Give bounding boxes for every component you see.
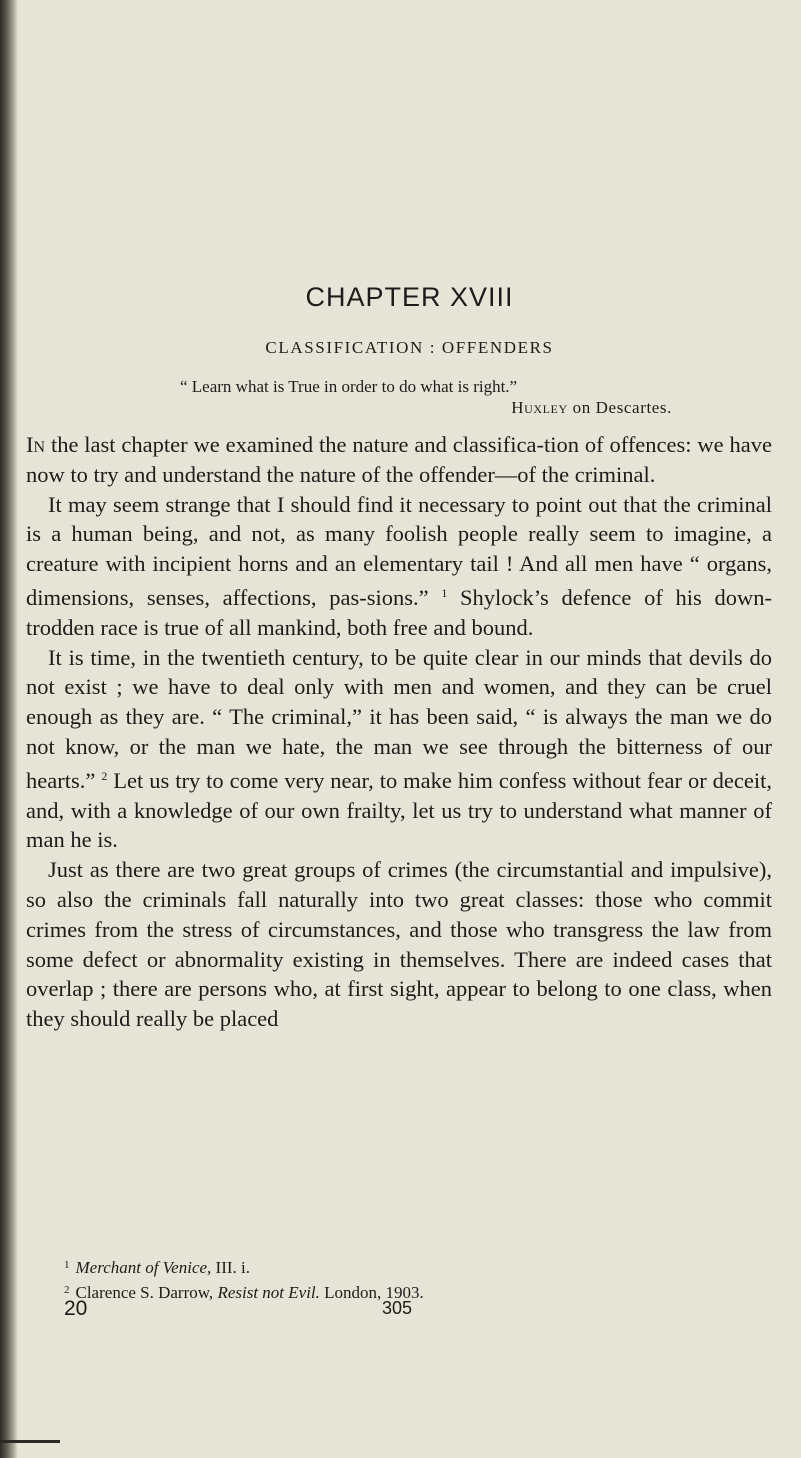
footnote-2-author: Clarence S. Darrow, <box>75 1283 218 1302</box>
epigraph-quote: “ Learn what is True in order to do what is right.” <box>180 377 518 396</box>
body-text <box>26 430 772 1034</box>
footnote-1-title: Merchant of Venice, <box>75 1258 212 1277</box>
epigraph-author: Huxley <box>511 398 568 417</box>
footnote-ref-2: 2 <box>101 768 108 783</box>
paragraph-3-text-a: It is time, in the twentieth century, to be quite clear in our minds that devils do not exist ; we have to deal only with men and women, and they can be cruel enough as they are. “ The criminal,” it has been said, “ is always the man we do not know, or the man we hate, the man we see through the bitterness of our hearts.” <box>26 644 772 793</box>
footnote-1 <box>64 1254 764 1279</box>
paragraph-2 <box>26 490 772 643</box>
section-title: CLASSIFICATION : OFFENDERS <box>265 338 554 357</box>
epigraph-attribution <box>300 397 672 418</box>
footnote-ref-1: 1 <box>441 585 448 600</box>
paragraph-2-text-a: It may seem strange that I should find it necessary to point out that the criminal is a human being, and not, as many foolish people really seem to imagine, a creature with incipient horns and an elementary tail ! And all men have “ organs, dimensions, senses, affections, pas-sions.” <box>26 491 772 610</box>
epigraph-source: on Descartes. <box>567 398 672 417</box>
paragraph-1-text: the last chapter we examined the nature and classifica-tion of offences: we have now to try and understand the nature of the offender—of the criminal. <box>26 432 772 487</box>
epigraph <box>180 376 672 418</box>
footnote-2-rest: London, 1903. <box>319 1283 424 1302</box>
footnote-2-mark: 2 <box>64 1284 70 1296</box>
footnote-2-title: Resist not Evil. <box>217 1283 320 1302</box>
paragraph-lead-word: In <box>26 432 46 457</box>
paragraph-1 <box>26 430 772 490</box>
page-number: 305 <box>382 1298 413 1318</box>
paragraph-4 <box>26 855 772 1034</box>
printer-signature: 20 <box>64 1297 88 1320</box>
footnote-1-rest: III. i. <box>211 1258 251 1277</box>
footnotes <box>64 1254 764 1304</box>
paragraph-4-text: Just as there are two great groups of crimes (the circumstantial and impulsive), so also the criminals fall naturally into two great classes: those who commit crimes from the stress of circumstances, and those who transgress the law from some defect or abnormality existing in themselves. There are indeed cases that overlap ; there are persons who, at first sight, appear to belong to one class, when they should really be placed <box>26 857 772 1032</box>
paragraph-2-text-b: Shylock’s defence of his down-trodden race is true of all mankind, both free and bound. <box>26 584 772 640</box>
paragraph-3 <box>26 643 772 856</box>
footnote-1-mark: 1 <box>64 1259 70 1271</box>
footnote-2 <box>64 1279 764 1304</box>
chapter-title: CHAPTER XVIII <box>305 282 514 312</box>
paragraph-3-text-b: Let us try to come very near, to make him confess without fear or deceit, and, with a knowledge of our own frailty, let us try to understand what manner of man he is. <box>26 767 772 853</box>
